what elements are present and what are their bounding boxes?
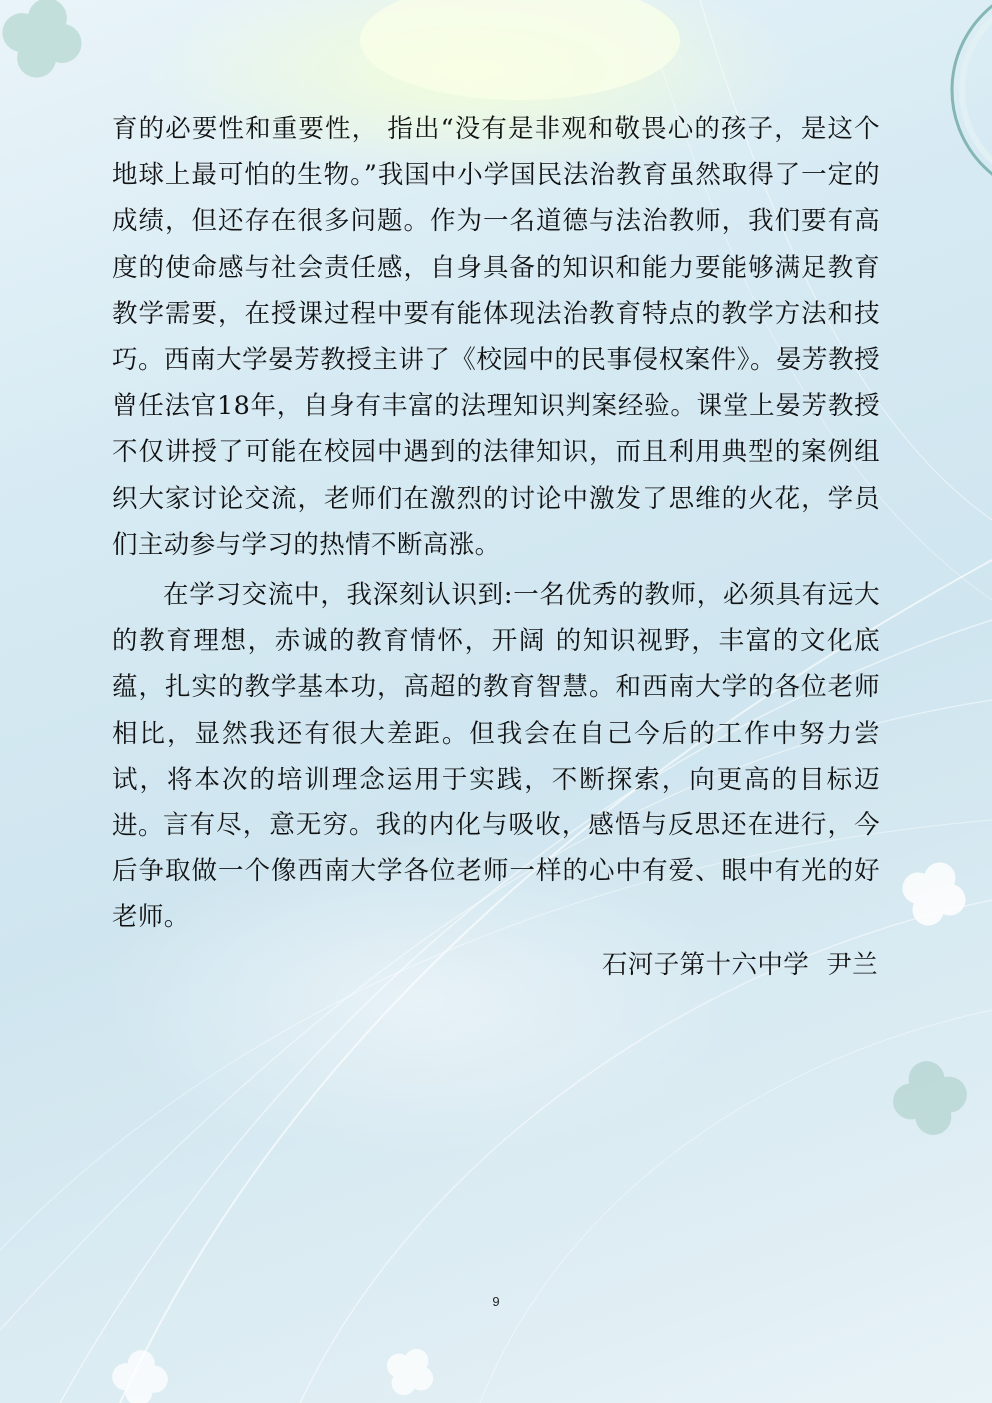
page-number: 9 [492, 1294, 500, 1309]
author-signature: 石河子第十六中学 尹兰 [601, 950, 878, 980]
body-paragraph: 在学习交流中，我深刻认识到:一名优秀的教师，必须具有远大的教育理想，赤诚的教育情怀，开阔 的知识视野，丰富的文化底蕴，扎实的教学基本功，高超的教育智慧。和西南大学的各位老师相比，显然我还有很大差距。但我会在自己今后的工作中努力尝试，将本次的培训理念运用于实践，不断探索，向更高的目标迈进。 [112, 580, 880, 842]
body-paragraph: 言有尽，意无穷。我的内化与吸收，感悟与反思还在进行，今后争取做一个像西南大学各位老师一样的心中有爱、眼中有光的好老师。 [112, 810, 880, 933]
body-paragraph: 育的必要性和重要性， 指出“没有是非观和敬畏心的孩子，是这个地球上最可怕的生物。”我国中小学国民法治教育虽然取得了一定的成绩，但还存在很多问题。作为一名道德与法治教师，我们要有高度的使命感与社会责任感，自身具备的知识和能力要能够满足教育教学需要，在授课过程中要有能体现法治教育特点的教学方法和技巧。西南大学晏芳教授主讲了《校园中的民事侵权案件》。晏芳教授曾任法官18年，自身有丰富的法理知识判案经验。课堂上晏芳教授不仅讲授了可能在校园中遇到的法律知识，而且利用典型的案例组织大家讨论交流，老师们在激烈的讨论中激发了思维的火花，学员们主动参与学习的热情不断高涨。 [112, 114, 880, 560]
